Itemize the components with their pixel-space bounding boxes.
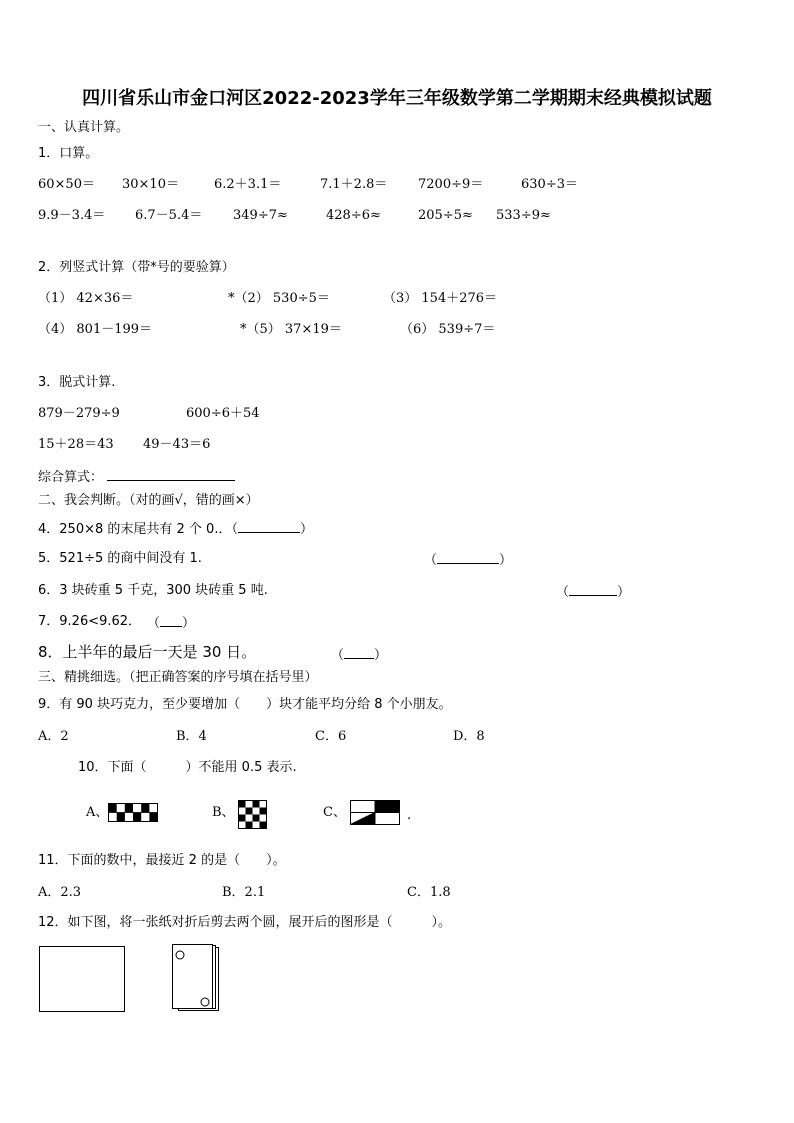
page-title: 四川省乐山市金口河区2022-2023学年三年级数学第二学期期末经典模拟试题 (82, 88, 712, 109)
q3-item: 600÷6＋54 (186, 406, 260, 421)
q1-item: 349÷7≈ (233, 208, 288, 223)
q8-answer (331, 646, 387, 664)
q1-item: 9.9－3.4＝ (38, 208, 106, 223)
q11-text: 11．下面的数中，最接近 2 的是（ ）。 (38, 853, 286, 868)
section-1-heading: 一、认真计算。 (38, 120, 130, 135)
q1-item: 7200÷9＝ (418, 177, 484, 192)
answer-blank[interactable] (107, 468, 235, 481)
q12-text: 12．如下图，将一张纸对折后剪去两个圆，展开后的图形是（ ）。 (38, 915, 452, 930)
q4-text: 4．250×8 的末尾共有 2 个 0.．（ (38, 522, 238, 537)
q3-heading: 3．脱式计算. (38, 375, 116, 390)
q1-item: 428÷6≈ (326, 208, 381, 223)
bracket-close: ） (617, 585, 631, 600)
q1-item: 6.7－5.4＝ (135, 208, 203, 223)
q12-folded-paper-figure (170, 944, 222, 1014)
combined-formula (38, 468, 235, 486)
q8-text: 8．上半年的最后一天是 30 日。 (38, 643, 257, 661)
q11-option[interactable]: A．2.3 (38, 885, 82, 900)
bracket-open: （ (556, 585, 570, 600)
bracket-close: ） (182, 616, 196, 631)
q5-answer (424, 551, 512, 569)
q11-option[interactable]: C．1.8 (407, 885, 451, 900)
answer-blank[interactable] (437, 551, 499, 564)
q9-option[interactable]: A．2 (38, 729, 69, 744)
q7-answer (147, 614, 195, 632)
q6-text: 6．3 块砖重 5 千克，300 块砖重 5 吨. (38, 583, 268, 598)
q1-heading: 1．口算。 (38, 146, 99, 161)
q6-answer (556, 583, 630, 601)
q10-label-c[interactable]: C、 (323, 805, 346, 820)
q1-item: 630÷3＝ (521, 177, 578, 192)
q1-item: 6.2＋3.1＝ (214, 177, 282, 192)
q1-item: 30×10＝ (122, 177, 179, 192)
q10-label-b[interactable]: B、 (212, 805, 235, 820)
q1-item: 60×50＝ (38, 177, 95, 192)
q12-paper-figure (39, 946, 127, 1013)
q10-figure-b (238, 800, 267, 829)
q1-item: 533÷9≈ (496, 208, 551, 223)
q2-heading: 2．列竖式计算（带*号的要验算） (38, 260, 235, 275)
section-2-heading: 二、我会判断。（对的画√，错的画×） (38, 493, 259, 508)
answer-blank[interactable] (160, 614, 182, 627)
q10-period: . (407, 808, 412, 823)
q3-item: 49－43＝6 (143, 437, 211, 452)
q2-item: （4） 801－199＝ (38, 322, 153, 337)
q3-item: 15＋28＝43 (38, 437, 114, 452)
bracket-close: ） (374, 648, 388, 663)
bracket-close: ） (299, 522, 313, 537)
q2-item: *（5） 37×19＝ (240, 322, 342, 337)
answer-blank[interactable] (569, 583, 617, 596)
q10-figure-a (108, 803, 158, 822)
q3-item: 879－279÷9 (38, 406, 120, 421)
section-3-heading: 三、精挑细选。（把正确答案的序号填在括号里） (38, 670, 318, 685)
q4 (38, 520, 313, 538)
answer-blank[interactable] (238, 520, 300, 533)
bracket-open: （ (331, 648, 345, 663)
q1-item: 205÷5≈ (418, 208, 473, 223)
q11-option[interactable]: B．2.1 (222, 885, 266, 900)
q2-item: *（2） 530÷5＝ (228, 291, 330, 306)
q9-option[interactable]: B．4 (176, 729, 207, 744)
bracket-open: （ (147, 616, 161, 631)
q10-label-a[interactable]: A、 (86, 805, 109, 820)
q10-figure-c (350, 800, 400, 825)
q7-text: 7．9.26<9.62． (38, 614, 142, 629)
q9-option[interactable]: C．6 (315, 729, 347, 744)
bracket-open: （ (424, 553, 438, 568)
answer-blank[interactable] (344, 646, 374, 659)
q1-item: 7.1＋2.8＝ (320, 177, 388, 192)
combined-formula-label: 综合算式： (38, 470, 104, 485)
q2-item: （6） 539÷7＝ (400, 322, 496, 337)
q10-text: 10．下面（ ）不能用 0.5 表示. (78, 760, 297, 775)
q9-text: 9．有 90 块巧克力，至少要增加（ ）块才能平均分给 8 个小朋友。 (38, 697, 452, 712)
q2-item: （3） 154＋276＝ (383, 291, 498, 306)
q9-option[interactable]: D．8 (453, 729, 485, 744)
bracket-close: ） (499, 553, 513, 568)
q5-text: 5．521÷5 的商中间没有 1. (38, 551, 202, 566)
q2-item: （1） 42×36＝ (38, 291, 134, 306)
